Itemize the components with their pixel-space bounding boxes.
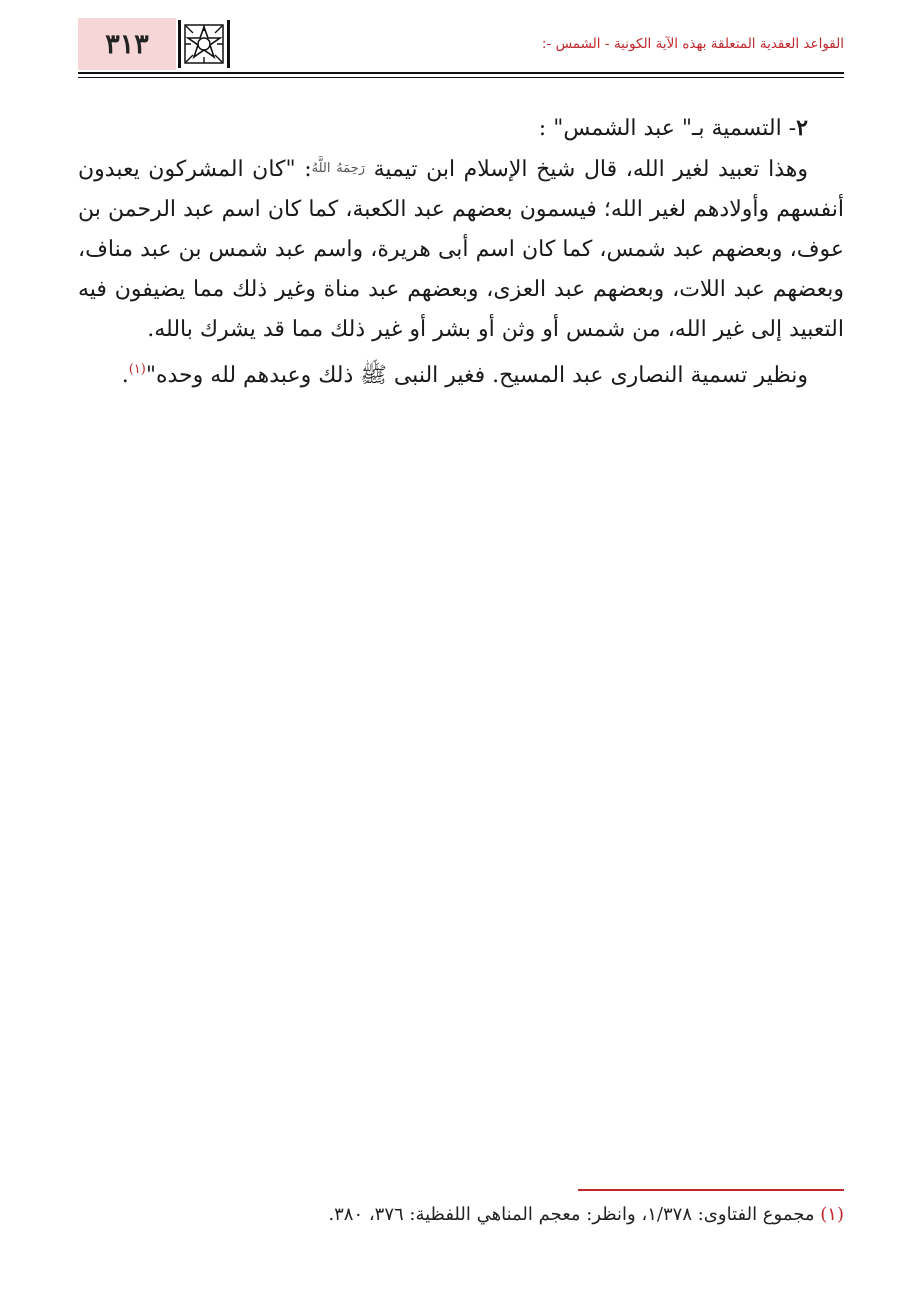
p1-rest: : "كان المشركون يعبدون أنفسهم وأولادهم لغير الله؛ فيسمون بعضهم عبد الكعبة، كما كان اسم عبد الرحمن بن عوف، وبعضهم عبد شمس، كما كان اسم أبى هريرة، واسم عبد شمس بن عبد مناف، وبعضهم عبد اللات، وبعضهم عبد العزى، وبعضهم عبد مناة وغير ذلك مما يضيفون فيه التعبيد إلى غير الله، من شمس أو وثن أو بشر أو غير ذلك مما قد يشرك بالله. <box>78 157 844 342</box>
honorific-rahimahullah: رَحِمَهُ اللَّهُ <box>311 161 365 176</box>
honorific-salla-allah: ﷺ <box>360 363 387 388</box>
p1-lead: وهذا تعبيد لغير الله، قال شيخ الإسلام ابن تيمية <box>373 157 809 182</box>
paragraph-2 <box>78 350 844 396</box>
section-heading <box>78 108 844 149</box>
star-pattern-icon <box>183 23 225 65</box>
footnote-reference[interactable]: (١) <box>128 362 146 377</box>
page-header <box>78 18 844 70</box>
footnote-number: (١) <box>820 1204 844 1225</box>
p2-lead: ونظير تسمية النصارى عبد المسيح. فغير النبى <box>393 363 808 388</box>
page-number: ٣١٣ <box>78 18 176 70</box>
p2-end: . <box>121 363 129 388</box>
heading-number: ٢ <box>796 115 808 141</box>
footnote-separator <box>578 1189 844 1191</box>
header-rule-thin <box>78 77 844 78</box>
running-title: القواعد العقدية المتعلقة بهذه الآية الكونية - الشمس -: <box>541 36 844 52</box>
heading-text: - التسمية بـ" عبد الشمس" : <box>538 116 797 141</box>
footnote-text: مجموع الفتاوى: ١/٣٧٨، وانظر: معجم المناهي اللفظية: ٣٧٦، ٣٨٠. <box>328 1204 815 1225</box>
paragraph-1 <box>78 149 844 350</box>
p2-rest: ذلك وعبدهم لله وحده" <box>145 363 354 388</box>
footnote-1 <box>328 1204 844 1225</box>
header-rule-thick <box>78 72 844 74</box>
geometric-star-ornament-icon <box>178 20 230 68</box>
main-body <box>78 108 844 396</box>
